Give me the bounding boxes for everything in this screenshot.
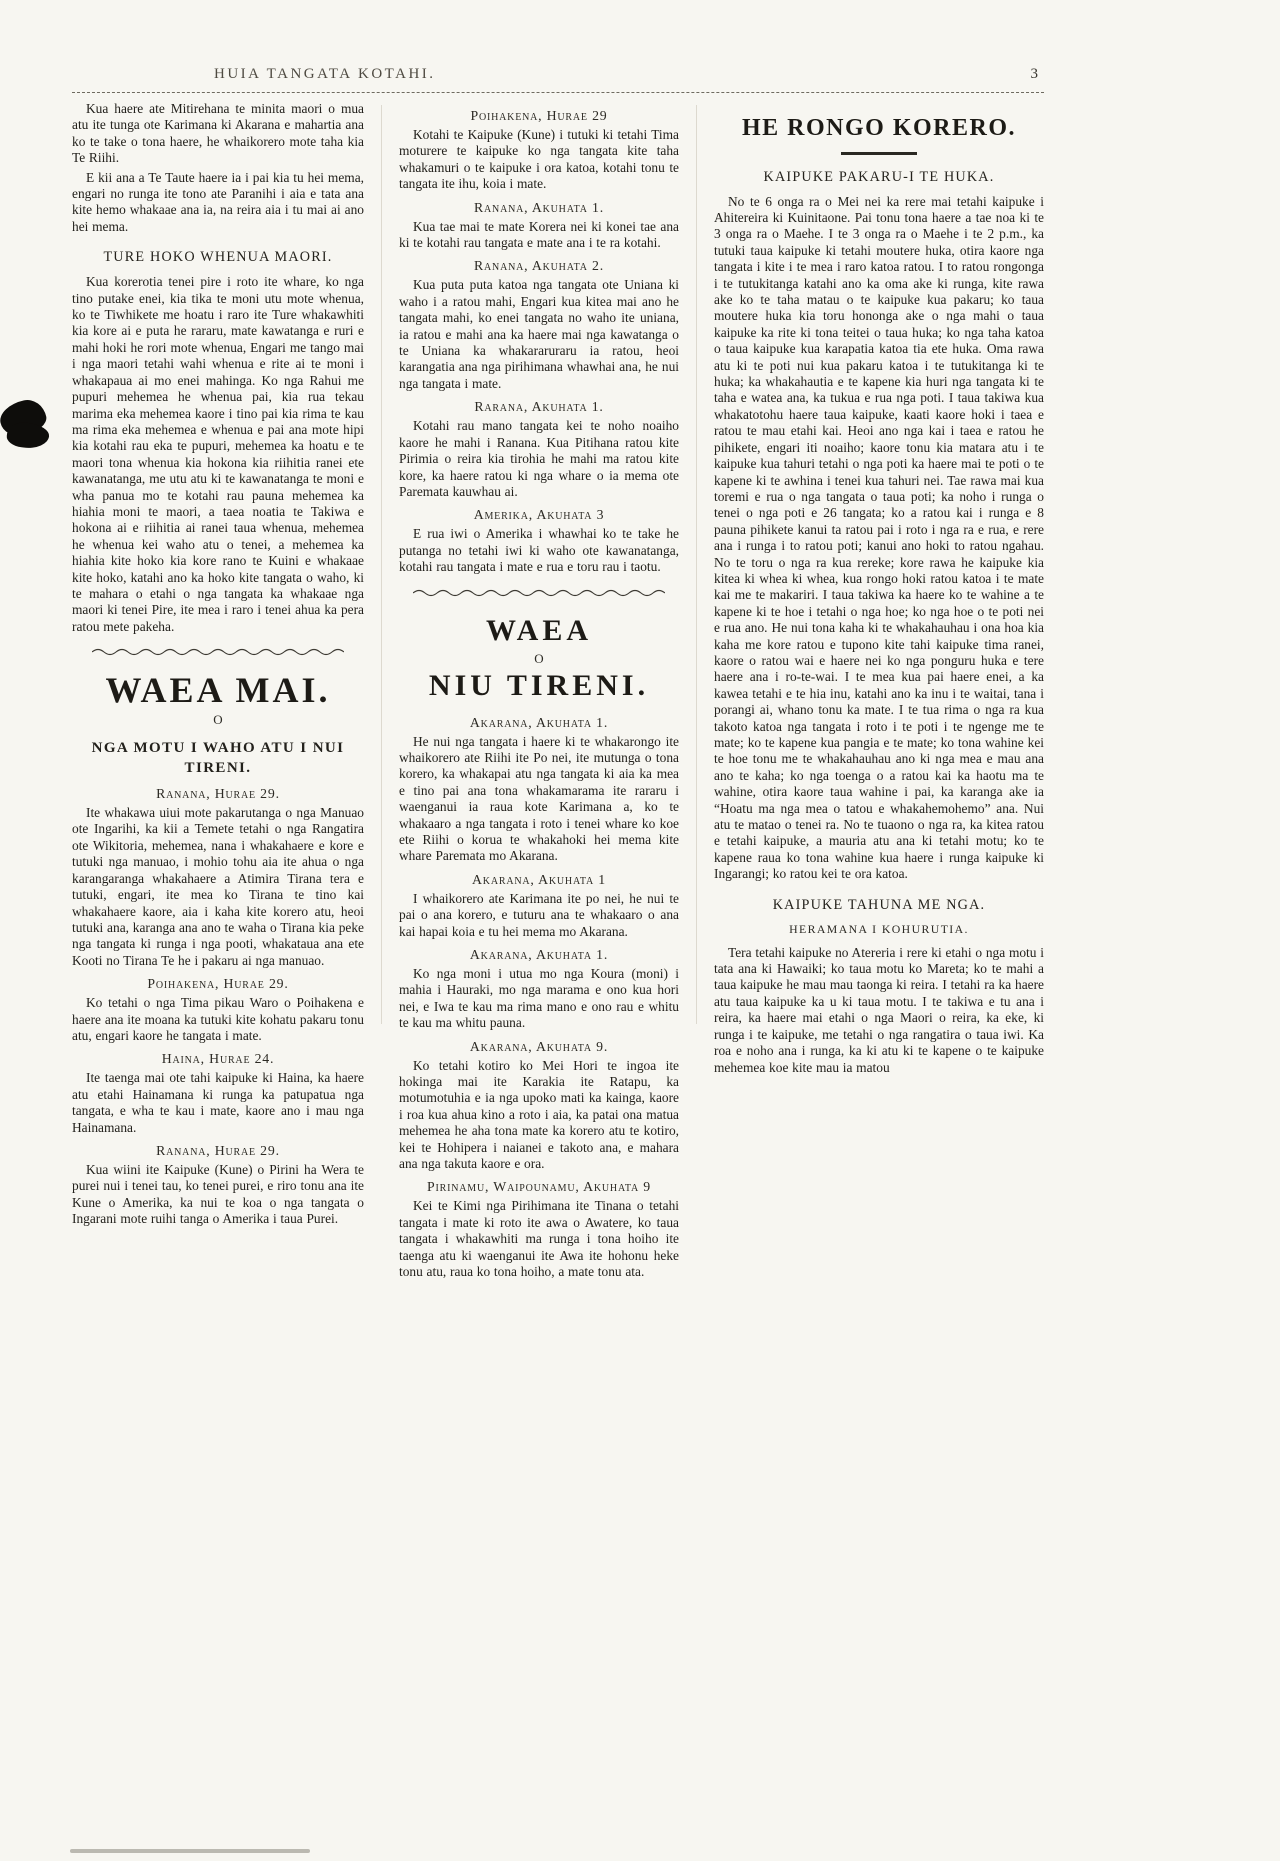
wavy-divider xyxy=(72,647,364,657)
section-title xyxy=(399,612,679,705)
paragraph: Ko tetahi o nga Tima pikau Waro o Poihakena e haere ana ite moana ka tutuki kite kohatu pakaru tonu atu, engari kaore he tangata i mate. xyxy=(72,995,364,1043)
article-subheading: NGA MOTU I WAHO ATU I NUI TIRENI. xyxy=(91,740,345,777)
page-number: 3 xyxy=(1030,66,1038,82)
article-heading: TURE HOKO WHENUA MAORI. xyxy=(103,249,333,266)
dateline: Rarana, Akuhata 1. xyxy=(474,399,604,415)
section-title-line: O xyxy=(213,712,223,728)
dateline: Ranana, Akuhata 1. xyxy=(474,199,604,215)
column-divider-rule xyxy=(381,105,382,1024)
article-subheading-small: HERAMANA I KOHURUTIA. xyxy=(789,921,969,936)
section-title xyxy=(72,671,364,728)
section-title-line: WAEA MAI. xyxy=(105,670,331,711)
dateline: Poihakena, Hurae 29 xyxy=(470,108,608,123)
paragraph: Kua puta puta katoa nga tangata ote Uniana ki waho i a ratou mahi, Engari kua kitea mai ano he tangata mahi, ko enei tangata no waho ite uniana, ia ratou e mahi ana ka haere mai nga kawatanga o te Uniana ka whakararuraru ia ratou, heoi karangatia ana nga pirihimana whawhai ana, he nui nga tangata i mate. xyxy=(399,277,679,391)
dateline: Akarana, Akuhata 1 xyxy=(472,871,606,887)
article-heading: KAIPUKE PAKARU-I TE HUKA. xyxy=(763,168,995,185)
paragraph: E rua iwi o Amerika i whawhai ko te take he putanga no tetahi iwi ki waho ote kawanatanga, kotahi rau tangata i mate e rua e toru rau i taotu. xyxy=(399,526,679,575)
column-divider-rule xyxy=(696,105,697,1024)
dateline: Haina, Hurae 24. xyxy=(161,1051,275,1067)
section-title-line: HE RONGO KORERO. xyxy=(741,115,1017,141)
paragraph: Kua tae mai te mate Korera nei ki konei tae ana ki te kotahi rau tangata e mate ana i te ra kotahi. xyxy=(399,218,679,251)
wavy-line xyxy=(92,647,344,657)
dateline: Pirinamu, Waipounamu, Akuhata 9 xyxy=(427,1179,651,1195)
dateline: Amerika, Akuhata 3 xyxy=(473,507,605,523)
scan-smudge xyxy=(70,1849,310,1853)
dateline: Ranana, Akuhata 2. xyxy=(474,258,604,274)
column-1 xyxy=(72,101,364,1284)
paragraph: Kotahi rau mano tangata kei te noho noaiho kaore he mahi i Ranana. Kua Pitihana ratou kite Pirimia o reira kia tirohia he mahi ma ratou kite kore, ka haere ratou ki nga whare o ia mema ote Paremata kauwhau ai. xyxy=(399,418,679,499)
section-title-line: WAEA xyxy=(485,613,592,647)
column-3 xyxy=(714,101,1044,1284)
wavy-divider xyxy=(399,588,679,598)
paragraph: Tera tetahi kaipuke no Atereria i rere ki etahi o nga motu i tata ana ki Hawaiki; ko taua motu ko Mareta; ko te mahi a taua kaipuke he mau mau taonga ki reira. I tetahi ra ka haere atu taua kaipuke ka u ki taua motu. I te takiwa e tu ana i reira, ka haere mai etahi o nga Maori o reira, ka eke, ki runga i te kaipuke, me tetahi o nga rangatira o taua iwi. Ka roa e noho ana i runga, ka ki atu ki te kapene o te kaipuke mehemea koe kite mau ia matou xyxy=(714,944,1044,1075)
paragraph: Kua haere ate Mitirehana te minita maori o mua atu ite tunga ote Karimana ki Akarana e mahartia ana ko te take o tona haere, he whaikorero mote taha kia Te Riihi. xyxy=(72,101,364,166)
paragraph: E kii ana a Te Taute haere ia i pai kia tu hei mema, engari no runga ite tono ate Paranihi i aia e tata ana kite hemo whakaae ana ia, na reira aia i tu mai ai ano hei mema. xyxy=(72,169,364,234)
paragraph: Kua wiini ite Kaipuke (Kune) o Pirini ha Wera te purei nui i tenei tau, ko tenei purei, e riro tonu ana ite Kune o Amerika, ka nui te koa o nga tangata o Ingarani mote ruihi tanga o Amerika i taua Purei. xyxy=(72,1161,364,1227)
paragraph: Kotahi te Kaipuke (Kune) i tutuki ki tetahi Tima moturere te kaipuke ko nga tangata kite taha whakamuri o te kaipuke i ora katoa, kotahi tonu te tangata ite ihu, koia i mate. xyxy=(399,127,679,192)
section-title-line: NIU TIRENI. xyxy=(428,669,650,703)
columns xyxy=(72,101,1044,1284)
title-underline-rule xyxy=(841,152,917,155)
header-rule xyxy=(72,92,1044,93)
paragraph: Ite whakawa uiui mote pakarutanga o nga Manuao ote Ingarihi, ka kii a Temete tetahi o nga Rangatira ote Wikitoria, mehemea, nana i whakahaere e kore e tutuki nga manuao, i mohio tohu aia ite ahua o nga karangaranga whakahaere a Atimira Tirana tera e tutuki, engari, ite mea ko Tirana te tino kai whakahaere kaore, aia i kaha kite korero atu, heoi tutuki ana, karanga ana ano te waha o Tirana kia peke nga tangata ki runga i nga pooti, whakataua ana ete Kooti no Tirana Te he i pakaru ai nga manuao. xyxy=(72,805,364,968)
paragraph: Kei te Kimi nga Pirihimana ite Tinana o tetahi tangata i mate ki roto ite awa o Awatere, ko taua tangata i whakawhiti ma runga i tona hoiho ite taenga atu ki waenganui ite Awa ite hohonu heke tonu atu, raua ko tona hoiho, a mate tonu ata. xyxy=(399,1198,679,1280)
page-header xyxy=(72,64,1044,90)
dateline: Ranana, Hurae 29. xyxy=(156,786,280,802)
article-heading: KAIPUKE TAHUNA ME NGA. xyxy=(772,896,986,913)
dateline: Ranana, Hurae 29. xyxy=(156,1142,280,1158)
paragraph: Ite taenga mai ote tahi kaipuke ki Haina, ka haere atu etahi Hainamana ki runga ka patupatua nga tangata, e wha te kau i mate, kaore ano i mau nga Hainamana. xyxy=(72,1070,364,1135)
dateline: Poihakena, Hurae 29. xyxy=(147,976,289,992)
section-title-line: O xyxy=(534,651,544,667)
section-title xyxy=(714,115,1044,155)
dateline: Akarana, Akuhata 9. xyxy=(469,1038,609,1054)
paragraph: No te 6 onga ra o Mei nei ka rere mai tetahi kaipuke i Ahitereira ki Kuinitaone. Pai tonu tona haere a tae noa ki te 3 onga ra o Maehe. I te 3 onga ra o Maehe i te 2 p.m., ka tutuki taua kaipuke ki tetahi moutere huka, otira kaore nga tangata i kite i te mea i raro katoa ratou. I to ratou rongonga i te tutukitanga katahi ano ka oma ake ki runga, kite rawa ake ko te taha matau o te kaipuke kua pakaru; ko taua moutere huka kia toru hononga ake o nga mahi o taua kaipuke ka rite ki tona teitei o taua huka; ko nga taha katoa o taua kaipuke kua karapatia katoa tia ete huka. Oma rawa atu ki te poti nui kua pakaru katoa i te tutukitanga ki te huka; ka whakahautia e te kapene kia huri nga tangata ki te taha e watea ana, ka tukua e rua nga poti. I taua takiwa kua whakatotohu haere taua kaipuke, kaati kaore hoki i taea e ratou te mau etahi kai. Heoi ano nga kai i taea e ratou he pihikete, engari iti noaiho; kaore tonu kia matara atu i te kaipuke kua tahuri tetahi o nga poti ka haere mai te poti o te kapene ki te awhina i tenei kua tahuri nei. Tae rawa mai kua toremi e rua o nga tangata o taua poti; ka noho i runga o tenei o nga poti e 26 tangata; ko a ratou kai i runga e 8 pauna pihikete kanui ta ratou pai i roto i nga ra e rua, e rere ana i runga i to ratou poti; kanui ano hoki to ratou ngahau. No te toru o nga ra kua rereke; kore rawa he kaipuke kia kitea ki whea ki whea, kua rongo hoki ratou katoa i te mate kai me te makariri. I taua takiwa ka haere ko te wahine a te kapene ki te hoe i tetahi o nga hoe; ko nga hoe o te poti nei e rua ano. He nui tona kaha ki te whakahauhau i ona hoa kia kaha me kore ratou e tupono kite tahi kaipuke tima ranei, kaore o ratou wai e haere nei ko nga ponguru huka e tere haere ana i ro-te-wai. I te mea kua pai haere enei, a ka kawea tetahi e te hia inu, katahi ano ka inu i te waitai, tana i porangi ai, whano tonu ka mate. I te tua rima o nga ra kua takoto katoa nga tangata i roto i te poti i te ngenge me te mate; ko te kapene kua pangia e te mate; ko tona wahine kei te hoe tonu me te whakahauhau ano ki nga mea e mau ana ano te kaha; ko nga toenga o a ratou kai ka haotu ma te wahine, otira kaore taua wahine i pai, ka karanga ake ia “Hoatu ma nga mea o tatou e whakahemohemo” ana. Nui atu te matao o tenei ra. No te tuaono o nga ra, ka kitea ratou e tetahi kaipuke, a mauria atu ana ki tetahi motu; ko te kapene raua ko tona wahine kua haere i runga kaipuke ki Ingarangi; ko ratou kei te ora katoa. xyxy=(714,193,1044,882)
paragraph: Ko nga moni i utua mo nga Koura (moni) i mahia i Hauraki, mo nga marama e ono kua hori nei, e Iwa te kau ma rima mano e ono rau e whitu te kau ma whitu pauna. xyxy=(399,966,679,1031)
ink-blot xyxy=(0,396,60,454)
column-2 xyxy=(399,101,679,1284)
dateline: Akarana, Akuhata 1. xyxy=(469,714,609,730)
paragraph: He nui nga tangata i haere ki te whakarongo ite whaikorero ate Riihi ite Po nei, ite mutunga o tona korero, ka whakapai atu nga tangata ki aia ka mea e tino pai ana tona whakamarama ite rararu i waenganui ia raua kote Karimana a, ko te whakaaro a nga tangata i roto i tenei whare ko koe ete Riihi o korua te whakahoki hei mema kite whare Paremata mo Akarana. xyxy=(399,733,679,864)
masthead-title: HUIA TANGATA KOTAHI. xyxy=(214,66,436,82)
dateline: Akarana, Akuhata 1. xyxy=(469,947,609,962)
page-content xyxy=(72,64,1044,1284)
paragraph: Ko tetahi kotiro ko Mei Hori te ingoa ite hokinga mai ite Karakia ite Ratapu, ka motumotuhia e ia nga upoko mati ka kainga, kaore i roa kua ahua kino a roto i aia, ka patai ona matua mehemea he aha tona mate ka korero atu te kotiro, kei te Hohipera i naianei e takoto ana, e mahara ana nga takuta kaore e ora. xyxy=(399,1057,679,1172)
paragraph: I whaikorero ate Karimana ite po nei, he nui te pai o ana korero, e tuturu ana te whakaaro o ana kai hapai koia e tu hei mema mo Akarana. xyxy=(399,890,679,939)
wavy-line xyxy=(413,588,665,598)
paragraph: Kua korerotia tenei pire i roto ite whare, ko nga tino putake enei, kia tika te moni utu mote whenua, ko te Tiwhikete me hoatu i raro ite Ture whakawhiti kia kore ai e puta he rararu, mate kawatanga e ruri e mahi hoki he rori mote whenua, Engari me tango mai i nga maori tetahi wahi whenua e rite ai te moni i whakapaua ai mo enei mahinga. Ko nga Rahui me pupuri mehemea he whenua pai, kia rua tekau marima eka mehemea kaore i tino pai kia rima te kau ma rima eka mehemea e whenua e pai ana mote hipi kia kotahi rau eka te pupuri, mehemea ka hoatu e te maori tona whenua kia hokona kia riihitia ranei ete kawanatanga, me utu atu ki te kawanatanga te moni e wha panua mo te kotahi rau pauna mehemea ka hiahia moni te maori, a taea noatia te Takiwa e hokona ai e riihitia ai ranei taua whenua, mehemea he whenua kei waho atu o tenei, a mehemea ka hiahia kite hoko kia kore rano te Kuini e whakaae kite hoko, katahi ano ka hoko kite tangata o waho, ki te mahara o etahi o nga tangata ka whakaae nga maori ki tenei Pire, ite mea i raro i tenei ahua ka pera ratou mete pakeha. xyxy=(72,274,364,634)
